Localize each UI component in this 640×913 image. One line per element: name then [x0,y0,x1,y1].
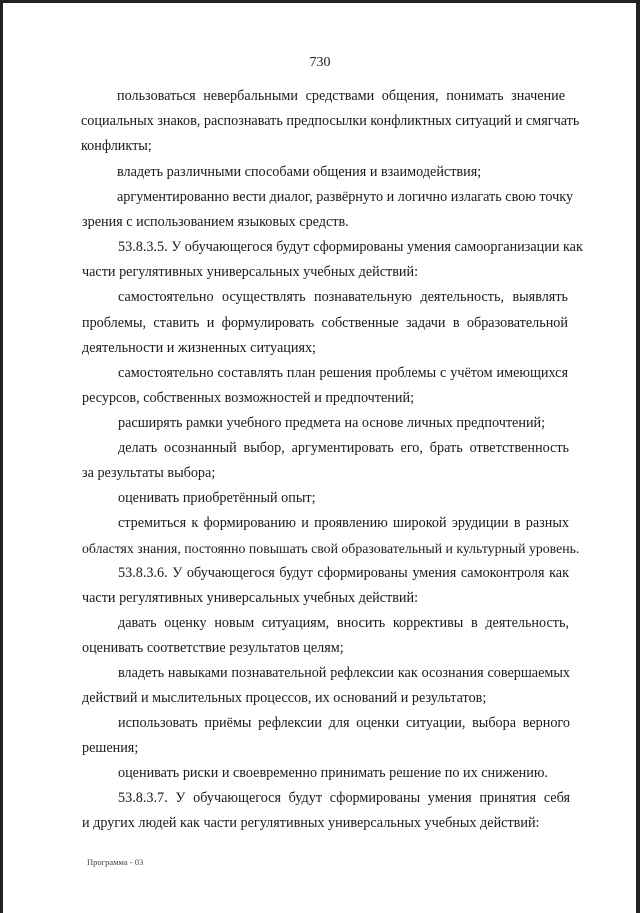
text-line: 53.8.3.5. У обучающегося будут сформированы умения самоорганизации как [118,239,583,255]
text-line: делать осознанный выбор, аргументировать его, брать ответственность [118,440,569,456]
text-line: действий и мыслительных процессов, их оснований и результатов; [82,690,487,706]
text-line: конфликты; [81,138,152,154]
text-line: расширять рамки учебного предмета на основе личных предпочтений; [118,415,546,431]
text-line: оценивать соответствие результатов целям; [82,640,344,656]
page-number: 730 [309,55,331,70]
text-line: 53.8.3.6. У обучающегося будут сформированы умения самоконтроля как [118,565,569,581]
text-line: ресурсов, собственных возможностей и предпочтений; [82,390,415,406]
text-line: оценивать риски и своевременно принимать решение по их снижению. [118,765,548,781]
scan-border-top [0,0,640,3]
text-line: решения; [82,740,139,756]
text-line: деятельности и жизненных ситуациях; [82,340,317,356]
text-line: части регулятивных универсальных учебных действий: [82,590,419,606]
scan-border-right [636,0,640,913]
text-line: 53.8.3.7. У обучающегося будут сформированы умения принятия себя [118,790,570,806]
text-line: зрения с использованием языковых средств. [82,214,349,230]
text-line: самостоятельно осуществлять познавательную деятельность, выявлять [118,289,568,305]
text-line: за результаты выбора; [82,465,216,481]
text-line: социальных знаков, распознавать предпосылки конфликтных ситуаций и смягчать [81,113,580,129]
footer-label: Программа - 03 [87,857,144,867]
text-line: и других людей как части регулятивных универсальных учебных действий: [82,815,540,831]
text-line: пользоваться невербальными средствами общения, понимать значение [117,88,565,104]
text-line: давать оценку новым ситуациям, вносить коррективы в деятельность, [118,615,569,631]
text-line: областях знания, постоянно повышать свой образовательный и культурный уровень. [82,541,580,556]
text-line: владеть различными способами общения и взаимодействия; [117,164,482,180]
scan-border-left [0,0,3,913]
text-line: использовать приёмы рефлексии для оценки ситуации, выбора верного [118,715,570,731]
text-line: стремиться к формированию и проявлению широкой эрудиции в разных [118,515,569,531]
text-line: части регулятивных универсальных учебных действий: [82,264,419,280]
text-line: аргументированно вести диалог, развёрнуто и логично излагать свою точку [117,189,574,205]
text-line: самостоятельно составлять план решения проблемы с учётом имеющихся [118,365,568,381]
text-line: оценивать приобретённый опыт; [118,490,316,506]
text-line: проблемы, ставить и формулировать собственные задачи в образовательной [82,315,568,331]
text-line: владеть навыками познавательной рефлексии как осознания совершаемых [118,665,570,681]
